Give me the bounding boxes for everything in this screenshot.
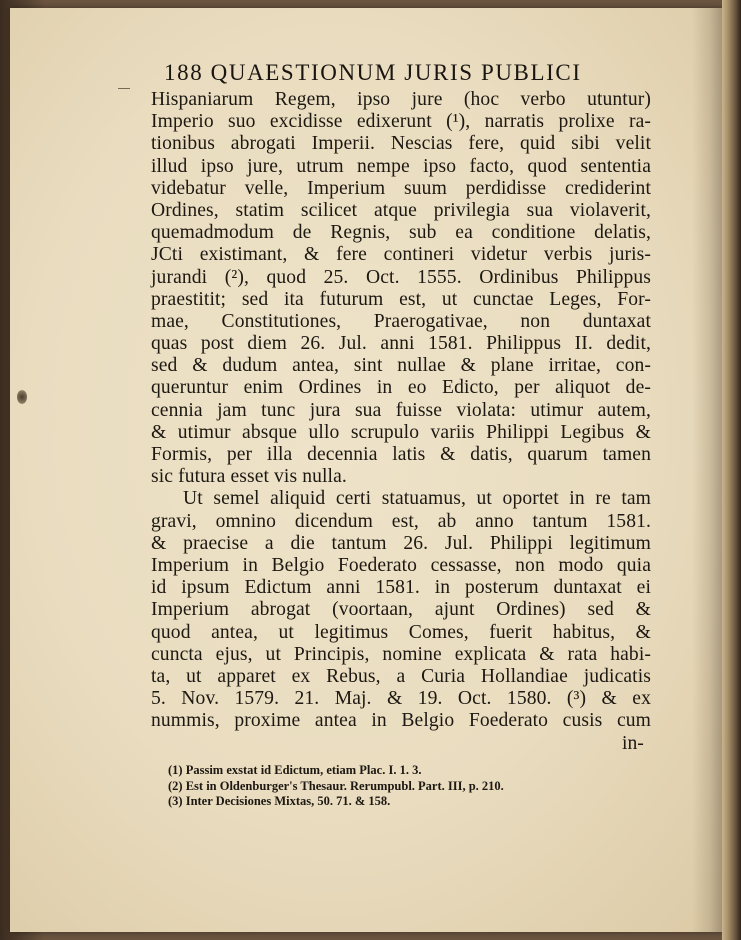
body-line: praestitit; sed ita futurum est, ut cunctae Leges, For-	[151, 288, 651, 310]
body-line: queruntur enim Ordines in eo Edicto, per aliquot de-	[151, 377, 651, 399]
body-line: Hispaniarum Regem, ipso jure (hoc verbo utuntur)	[151, 89, 651, 110]
body-line: quemadmodum de Regnis, sub ea conditione delatis,	[151, 222, 651, 244]
body-line: Imperium abrogat (voortaan, ajunt Ordines) sed &	[151, 599, 651, 621]
page-blemish	[17, 390, 27, 404]
body-line: 5. Nov. 1579. 21. Maj. & 19. Oct. 1580. (³) & ex	[151, 688, 651, 710]
page-gutter-shadow	[692, 8, 722, 932]
body-line: gravi, omnino dicendum est, ab anno tantum 1581.	[151, 510, 651, 532]
body-line: Imperio suo excidisse edixerunt (¹), narratis prolixe ra-	[151, 111, 651, 133]
body-line: JCti existimant, & fere contineri videtur verbis juris-	[151, 244, 651, 266]
body-line: quod antea, ut legitimus Comes, fuerit habitus, &	[151, 621, 651, 643]
body-line: quas post diem 26. Jul. anni 1581. Philippus II. dedit,	[151, 333, 651, 355]
body-line: & praecise a die tantum 26. Jul. Philippi legitimum	[151, 532, 651, 554]
body-line: & utimur absque ullo scrupulo variis Philippi Legibus &	[151, 421, 651, 443]
footnote: (3) Inter Decisiones Mixtas, 50. 71. & 158.	[168, 794, 391, 808]
footnote: (2) Est in Oldenburger's Thesaur. Rerumpubl. Part. III, p. 210.	[168, 778, 504, 793]
book-edge	[722, 0, 741, 940]
body-line: mae, Constitutiones, Praerogativae, non duntaxat	[151, 310, 651, 332]
body-line: Ordines, statim scilicet atque privilegia sua violaverit,	[151, 199, 651, 221]
margin-mark	[118, 88, 130, 89]
body-line: Formis, per illa decennia latis & datis, quarum tamen	[151, 444, 651, 465]
body-line: id ipsum Edictum anni 1581. in posterum duntaxat ei	[151, 577, 651, 599]
body-line: Imperium in Belgio Foederato cessasse, non modo quia	[151, 554, 651, 576]
body-line: nummis, proxime antea in Belgio Foederato cusis cum	[151, 710, 651, 732]
body-line: tionibus abrogati Imperii. Nescias fere, quid sibi velit	[151, 133, 651, 155]
page-body	[151, 89, 651, 732]
body-line: cuncta ejus, ut Principis, nomine explicata & rata habi-	[151, 643, 651, 665]
body-line: sic futura esset vis nulla.	[151, 466, 347, 488]
paragraph-start-line: Ut semel aliquid certi statuamus, ut oportet in re tam	[183, 488, 651, 510]
body-line: illud ipso jure, utrum nempe ipso facto, quod sententia	[151, 155, 651, 177]
footnotes	[168, 763, 638, 810]
body-line: sed & dudum antea, sint nullae & plane irritae, con-	[151, 355, 651, 377]
body-line: ta, ut apparet ex Rebus, a Curia Hollandiae judicatis	[151, 665, 651, 687]
running-head: 188 QUAESTIONUM JURIS PUBLICI	[164, 60, 582, 85]
footnote: (1) Passim exstat id Edictum, etiam Plac. I. 1. 3.	[168, 763, 422, 777]
body-line: jurandi (²), quod 25. Oct. 1555. Ordinibus Philippus	[151, 266, 651, 288]
body-line: videbatur velle, Imperium suum perdidisse crediderint	[151, 177, 651, 199]
body-line: cennia jam tunc jura sua fuisse violata: utimur autem,	[151, 399, 651, 421]
catchword: in-	[622, 733, 644, 754]
